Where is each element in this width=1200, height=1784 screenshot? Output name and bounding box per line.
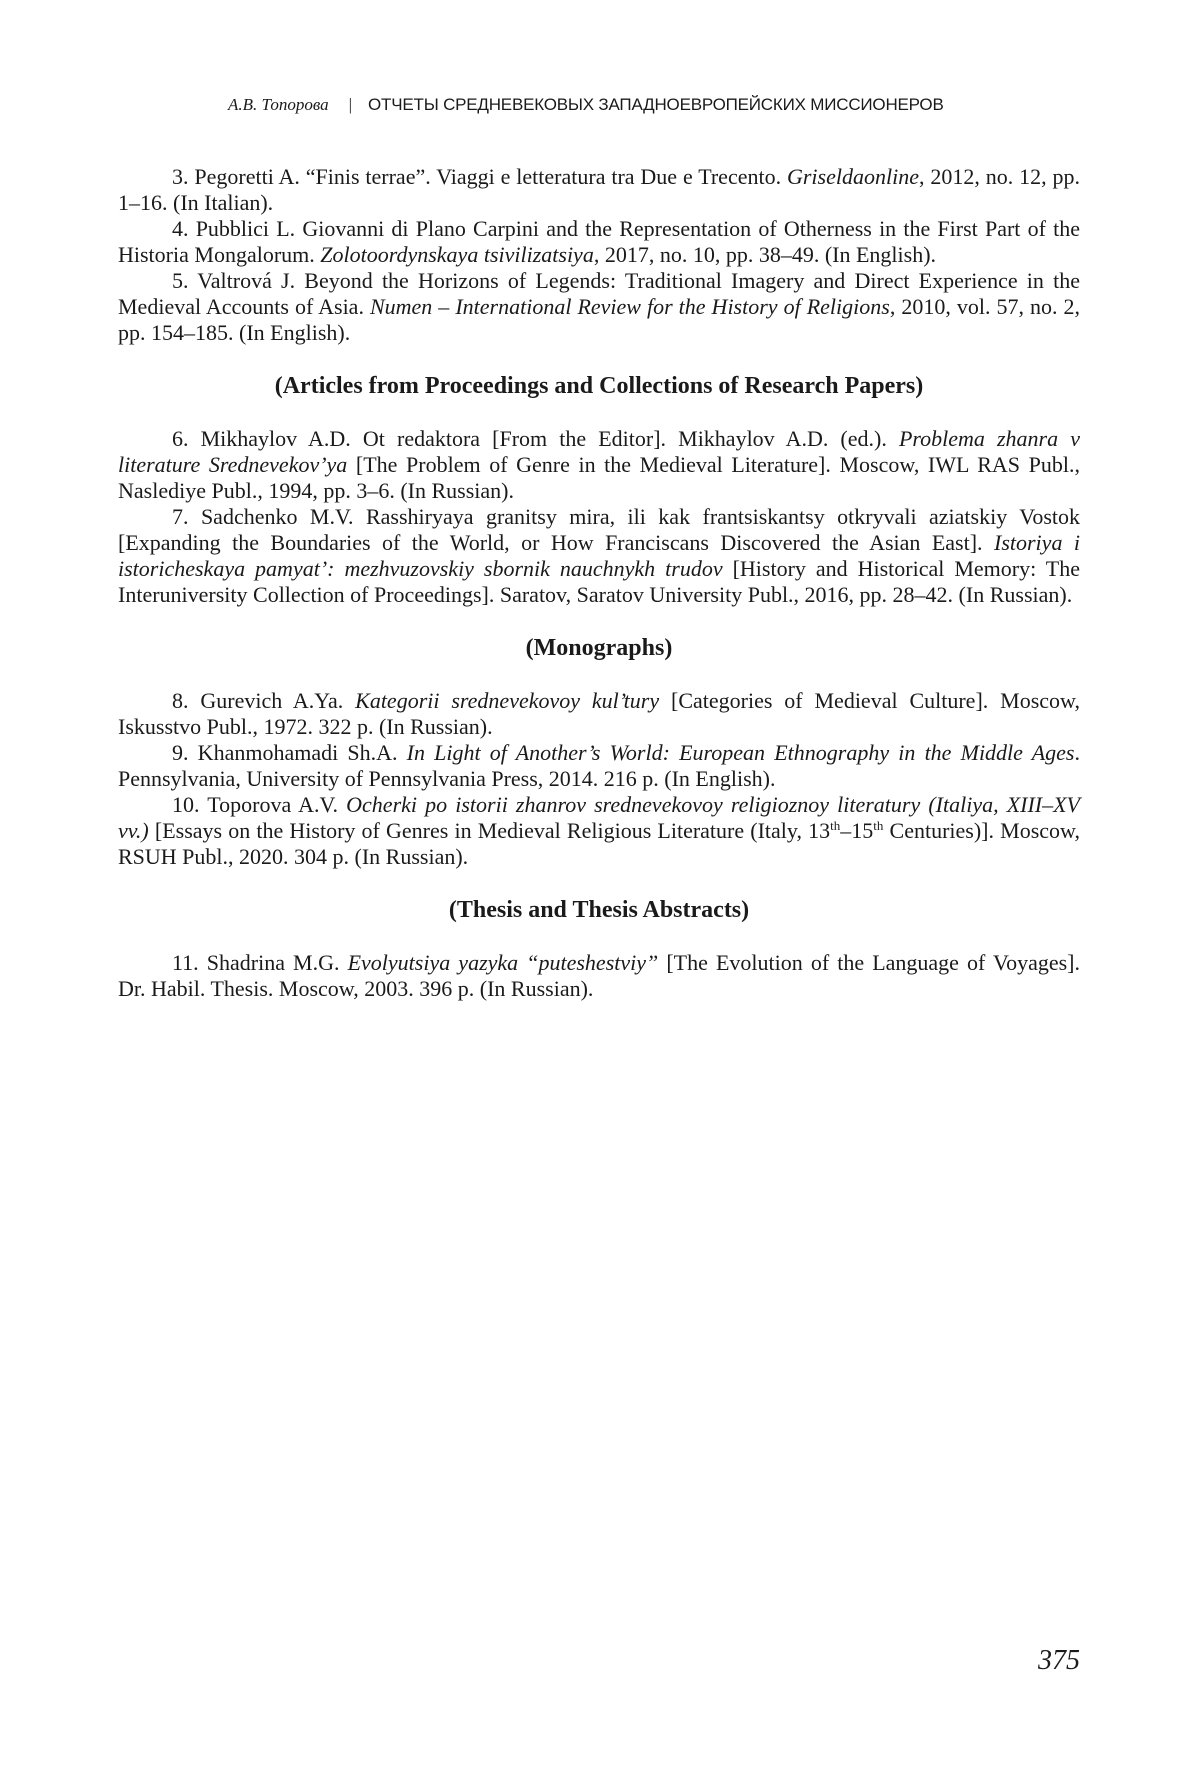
running-head-separator: |	[349, 92, 352, 118]
reference-item-6: 6. Mikhaylov A.D. Ot redaktora [From the Editor]. Mikhaylov A.D. (ed.). Problema zhanra v literature Srednevekov’ya [The Problem of Genre in the Medieval Literature]. Moscow, IWL RAS Publ., Naslediye Publ., 1994, pp. 3–6. (In Russian).	[118, 426, 1080, 504]
reference-item-4: 4. Pubblici L. Giovanni di Plano Carpini and the Representation of Otherness in the First Part of the Historia Mongalorum. Zolotoordynskaya tsivilizatsiya, 2017, no. 10, pp. 38–49. (In English).	[118, 216, 1080, 268]
reference-item-9: 9. Khanmohamadi Sh.A. In Light of Another’s World: European Ethnography in the Middle Ages. Pennsylvania, University of Pennsylvania Press, 2014. 216 p. (In English).	[118, 740, 1080, 792]
section-heading-theses: (Thesis and Thesis Abstracts)	[118, 896, 1080, 924]
reference-item-7: 7. Sadchenko M.V. Rasshiryaya granitsy mira, ili kak frantsiskantsy otkryvali aziatskiy Vostok [Expanding the Boundaries of the World, or How Franciscans Discovered the Asian East]. Istoriya i istoricheskaya pamyat’: mezhvuzovskiy sbornik nauchnykh trudov [History and Historical Memory: The Interuniversity Collection of Proceedings]. Saratov, Saratov University Publ., 2016, pp. 28–42. (In Russian).	[118, 504, 1080, 608]
section-heading-proceedings: (Articles from Proceedings and Collections of Research Papers)	[118, 372, 1080, 400]
running-head-title: ОТЧЕТЫ СРЕДНЕВЕКОВЫХ ЗАПАДНОЕВРОПЕЙСКИХ МИССИОНЕРОВ	[368, 95, 944, 114]
running-head	[228, 92, 1080, 118]
reference-item-3: 3. Pegoretti A. “Finis terrae”. Viaggi e letteratura tra Due e Trecento. Griseldaonline, 2012, no. 12, pp. 1–16. (In Italian).	[118, 164, 1080, 216]
reference-item-11: 11. Shadrina M.G. Evolyutsiya yazyka “puteshestviy” [The Evolution of the Language of Voyages]. Dr. Habil. Thesis. Moscow, 2003. 396 p. (In Russian).	[118, 950, 1080, 1002]
reference-list	[118, 164, 1080, 1002]
section-heading-monographs: (Monographs)	[118, 634, 1080, 662]
reference-item-10: 10. Toporova A.V. Ocherki po istorii zhanrov srednevekovoy religioznoy literatury (Italiya, XIII–XV vv.) [Essays on the History of Genres in Medieval Religious Literature (Italy, 13th–15th Centuries)]. Moscow, RSUH Publ., 2020. 304 p. (In Russian).	[118, 792, 1080, 870]
reference-item-5: 5. Valtrová J. Beyond the Horizons of Legends: Traditional Imagery and Direct Experience in the Medieval Accounts of Asia. Numen – International Review for the History of Religions, 2010, vol. 57, no. 2, pp. 154–185. (In English).	[118, 268, 1080, 346]
page-number: 375	[1038, 1645, 1080, 1677]
running-head-author: А.В. Топорова	[228, 95, 329, 114]
reference-item-8: 8. Gurevich A.Ya. Kategorii srednevekovoy kul’tury [Categories of Medieval Culture]. Moscow, Iskusstvo Publ., 1972. 322 p. (In Russian).	[118, 688, 1080, 740]
